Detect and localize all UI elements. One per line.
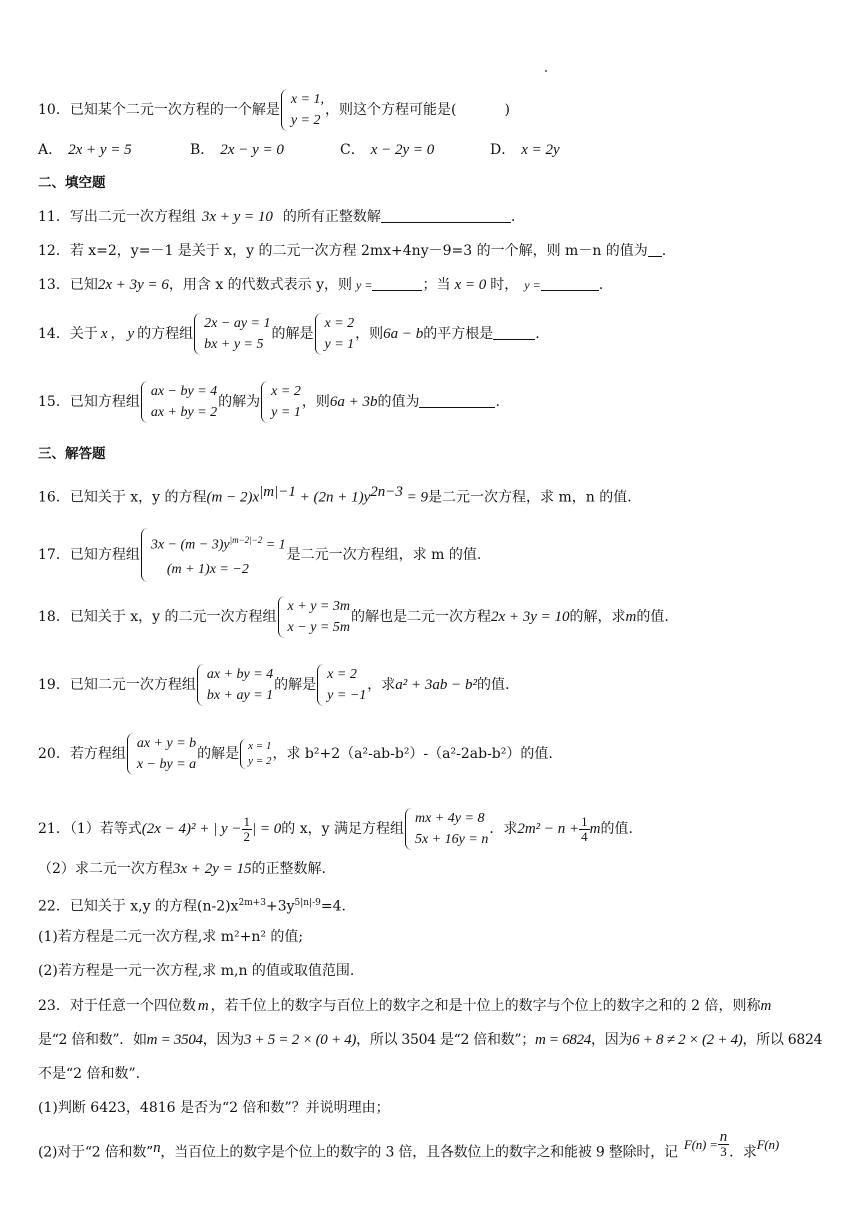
question-23-line-3: 不是“2 倍和数”. xyxy=(38,1066,141,1082)
equation-system xyxy=(141,528,286,582)
question-10 xyxy=(38,89,836,131)
equation: 3 + 5 = 2 × (0 + 4) xyxy=(243,1032,357,1048)
answer-blank[interactable] xyxy=(648,242,662,257)
question-number: 15． xyxy=(38,394,70,410)
system-row: 2x − ay = 1 xyxy=(204,316,271,331)
question-21 xyxy=(38,808,836,850)
exponent: |m−2|−2 xyxy=(229,535,263,545)
exponent: |m|−1 xyxy=(259,484,296,500)
question-text: ) xyxy=(504,102,510,118)
system-row: y = −1 xyxy=(327,688,367,703)
answer-blank[interactable] xyxy=(419,393,495,408)
question-text: 对于任意一个四位数 xyxy=(69,998,196,1014)
question-18 xyxy=(38,596,836,638)
answer-blank[interactable] xyxy=(493,325,535,340)
section-heading: 三、解答题 xyxy=(38,446,106,462)
expression: 6a + 3b xyxy=(329,394,378,410)
option-label: A． xyxy=(38,142,63,158)
question-text: ，求 b²+2（a²-ab-b²）-（a²-2ab-b²）的值. xyxy=(272,746,553,762)
question-text: ，用含 x 的代数式表示 y，则 xyxy=(168,277,353,293)
fraction-numerator: 1 xyxy=(581,813,588,829)
question-text: 已知关于 x，y 的方程 xyxy=(69,489,207,506)
equation: x = 0 xyxy=(454,277,487,293)
expression: 2m² − n + xyxy=(517,821,580,837)
exponent: 2n−3 xyxy=(370,484,403,500)
system-row: mx + 4y = 8 xyxy=(415,811,485,826)
question-text: （1）若等式 xyxy=(69,821,142,837)
answer-blank[interactable] xyxy=(541,276,599,291)
variable: y xyxy=(127,326,135,342)
question-text: ，所以 3504 是“2 倍和数”； xyxy=(356,1032,535,1048)
question-text: 的解，求 xyxy=(569,609,626,625)
equation: + (2n + 1)y xyxy=(295,489,371,506)
question-text: ，当百位上的数字是个位上的数字的 3 倍，且各数位上的数字之和能被 9 整除时，记 xyxy=(160,1144,678,1161)
expression: F(n) = xyxy=(683,1136,718,1152)
section-heading: 二、填空题 xyxy=(38,175,106,191)
system-row: x − by = a xyxy=(136,757,197,772)
option-equation: 2x + y = 5 xyxy=(68,142,132,158)
question-text: 的方程组 xyxy=(137,326,194,342)
system-row: x + y = 3m xyxy=(287,599,350,614)
question-22-part-1: (1)若方程是二元一次方程,求 m²+n² 的值; xyxy=(38,929,304,945)
question-23 xyxy=(38,996,836,1016)
question-text: 的 x，y 满足方程组 xyxy=(281,821,405,837)
equation: 3x − (m − 3)y xyxy=(150,537,230,553)
solution-system xyxy=(240,739,271,769)
punctuation: . xyxy=(495,394,500,410)
expression: m xyxy=(589,821,601,837)
equation-system xyxy=(197,664,273,706)
system-row: y = 2 xyxy=(248,755,272,767)
fraction-denominator: 4 xyxy=(581,828,588,844)
question-number: 18． xyxy=(38,609,70,625)
system-row: ax + by = 2 xyxy=(150,405,218,420)
question-text: ，则这个方程可能是( xyxy=(325,102,457,118)
system-row: y = 1 xyxy=(271,405,301,420)
question-text: 已知关于 x，y 的二元一次方程组 xyxy=(69,609,277,625)
fraction-numerator: 1 xyxy=(243,813,251,829)
question-23-part-1: (1)判断 6423，4816 是否为“2 倍和数”？并说明理由； xyxy=(38,1100,390,1116)
question-number: 21． xyxy=(38,821,70,837)
solution-system xyxy=(261,381,301,423)
question-text: 是二元一次方程，求 m，n 的值. xyxy=(428,489,632,506)
equation: 3x + 2y = 15 xyxy=(172,861,252,877)
system-row: x = 1 xyxy=(248,740,272,752)
option-label: D． xyxy=(490,142,516,158)
question-text: ．求 xyxy=(729,1144,757,1161)
question-text: ，求 xyxy=(367,677,396,693)
fraction-numerator: n xyxy=(719,1129,728,1145)
exponent: 2m+3 xyxy=(238,898,266,908)
question-text: ，因为 xyxy=(202,1032,244,1048)
equation: m = 6824 xyxy=(534,1032,591,1048)
question-23-line-2 xyxy=(38,1030,836,1050)
question-text: 的值. xyxy=(600,821,633,837)
question-text: 写出二元一次方程组 xyxy=(69,209,196,225)
system-row: x − y = 5m xyxy=(287,620,350,635)
question-text: 时， xyxy=(490,277,519,293)
system-row: y = 1 xyxy=(324,337,355,352)
equation: y = xyxy=(524,278,541,292)
system-row: ax − by = 4 xyxy=(150,384,218,399)
question-22 xyxy=(38,893,836,917)
question-text: 已知 xyxy=(69,277,98,293)
equation: 2x + 3y = 6 xyxy=(97,277,169,293)
question-text: ，因为 xyxy=(591,1032,633,1048)
question-text: 若方程组 xyxy=(69,746,126,762)
question-text: 若 x=2，y=－1 是关于 x，y 的二元一次方程 2mx+4ny－9=3 的一个解，则 m－n 的值为 xyxy=(69,243,648,259)
question-text: 的解是 xyxy=(197,746,240,762)
question-16 xyxy=(38,482,836,508)
system-row: x = 2 xyxy=(324,316,355,331)
question-13 xyxy=(38,275,836,295)
punctuation: ， xyxy=(110,326,125,342)
scan-speck xyxy=(545,70,547,72)
question-22-part-2: (2)若方程是一元一次方程,求 m,n 的值或取值范围. xyxy=(38,963,355,979)
system-row xyxy=(151,528,286,558)
fraction xyxy=(579,815,590,844)
expression: F(n) xyxy=(756,1136,779,1152)
question-text: （2）求二元一次方程 xyxy=(38,861,173,877)
option-label: B． xyxy=(190,142,215,158)
question-number: 11． xyxy=(38,209,70,225)
question-text: ，则 xyxy=(355,326,384,342)
fraction xyxy=(718,1130,729,1159)
question-number: 19． xyxy=(38,677,70,693)
fraction-denominator: 3 xyxy=(720,1144,727,1159)
question-text: ，所以 6824 xyxy=(742,1032,823,1048)
question-text: 的解是 xyxy=(271,326,314,342)
option-b[interactable] xyxy=(190,139,284,159)
question-text: ．求 xyxy=(489,821,518,837)
question-number: 17． xyxy=(38,546,70,563)
solution-system xyxy=(315,313,355,355)
variable: m xyxy=(625,609,637,625)
equation: (m − 2)x xyxy=(206,489,260,506)
system-row: 5x + 16y = n xyxy=(415,832,489,847)
system-row: x = 1, xyxy=(290,92,324,107)
question-21-part-2 xyxy=(38,859,836,879)
fraction xyxy=(242,815,253,844)
equation: = 9 xyxy=(402,489,429,506)
system-row: bx + ay = 1 xyxy=(206,688,274,703)
question-number: 23． xyxy=(38,998,70,1014)
question-12 xyxy=(38,241,836,261)
punctuation: . xyxy=(661,243,667,259)
equation-system xyxy=(141,381,217,423)
variable: x xyxy=(100,326,108,342)
solution-system xyxy=(317,664,366,706)
system-row: x = 2 xyxy=(271,384,301,399)
question-text: ，若千位上的数字与百位上的数字之和是十位上的数字与个位上的数字之和的 2 倍，则称 xyxy=(210,998,761,1014)
system-row: x = 2 xyxy=(327,667,357,682)
question-text: 的解是 xyxy=(274,677,317,693)
question-23-part-2 xyxy=(38,1129,836,1167)
equation-system xyxy=(278,596,350,638)
answer-blank[interactable] xyxy=(381,208,511,223)
solution-system xyxy=(281,89,324,131)
system-row: bx + y = 5 xyxy=(204,337,264,352)
question-text: 的解也是二元一次方程 xyxy=(350,609,491,625)
question-text: 是“2 倍和数”．如 xyxy=(38,1032,147,1048)
question-15 xyxy=(38,381,836,423)
equation: 6 + 8 ≠ 2 × (2 + 4) xyxy=(632,1032,743,1048)
question-text: 已知某个二元一次方程的一个解是 xyxy=(69,102,280,118)
question-text: (2)对于“2 倍和数” xyxy=(38,1144,154,1161)
question-text: 的值. xyxy=(636,609,669,625)
question-text: 已知二元一次方程组 xyxy=(69,677,196,693)
equation-system xyxy=(405,808,488,850)
equation: 3x + y = 10 xyxy=(201,209,273,225)
question-number: 16． xyxy=(38,489,70,506)
option-equation: 2x − y = 0 xyxy=(220,142,284,158)
question-11 xyxy=(38,207,836,227)
option-equation: x = 2y xyxy=(521,142,560,158)
question-text: 的解为 xyxy=(218,394,261,410)
question-14 xyxy=(38,313,836,355)
option-a[interactable] xyxy=(38,139,132,159)
punctuation: . xyxy=(510,209,516,225)
question-text: ，则 xyxy=(301,394,330,410)
equation: = 1 xyxy=(262,537,286,553)
answer-blank[interactable] xyxy=(372,276,422,291)
question-text: 的所有正整数解 xyxy=(282,209,381,225)
question-text: 已知关于 x,y 的方程(n-2)x xyxy=(69,898,239,915)
fraction-denominator: 2 xyxy=(243,828,251,844)
question-text: 已知方程组 xyxy=(69,546,140,563)
option-label: C． xyxy=(340,142,365,158)
system-row: y = 2 xyxy=(290,113,321,128)
question-text: ；当 xyxy=(422,277,451,293)
question-text: +3y xyxy=(266,898,295,915)
system-row: (m + 1)x = −2 xyxy=(166,561,249,577)
question-number: 10． xyxy=(38,102,70,118)
equation-system xyxy=(127,733,196,775)
question-17 xyxy=(38,528,836,582)
question-number: 13． xyxy=(38,277,70,293)
question-19 xyxy=(38,664,836,706)
expression: 6a − b xyxy=(383,326,424,342)
question-text: =4. xyxy=(320,898,346,915)
question-number: 12． xyxy=(38,243,70,259)
question-number: 14． xyxy=(38,326,70,342)
question-20 xyxy=(38,733,836,775)
option-c[interactable] xyxy=(340,139,434,159)
question-number: 22． xyxy=(38,898,70,915)
variable: m xyxy=(760,998,772,1014)
question-text: 的值. xyxy=(477,677,510,693)
equation-system xyxy=(194,313,270,355)
option-equation: x − 2y = 0 xyxy=(370,142,435,158)
punctuation: . xyxy=(535,326,540,342)
system-row: ax + y = b xyxy=(136,736,197,751)
question-text: 是二元一次方程组，求 m 的值. xyxy=(286,546,482,563)
option-d[interactable] xyxy=(490,139,560,159)
question-text: 关于 xyxy=(69,326,98,342)
question-number: 20． xyxy=(38,746,70,762)
question-text: 的正整数解. xyxy=(251,861,326,877)
question-text: 的值为 xyxy=(377,394,420,410)
equation: 2x + 3y = 10 xyxy=(490,609,570,625)
expression: a² + 3ab − b² xyxy=(395,677,478,693)
punctuation: . xyxy=(598,277,604,293)
question-text: 已知方程组 xyxy=(69,394,140,410)
variable: m xyxy=(197,998,209,1014)
variable: n xyxy=(153,1139,161,1156)
system-row: ax + by = 4 xyxy=(206,667,274,682)
equation: | = 0 xyxy=(252,821,282,837)
equation: (2x − 4)² + | y − xyxy=(141,821,242,837)
equation: m = 3504 xyxy=(146,1032,203,1048)
equation: y = xyxy=(356,278,373,292)
exponent: 5|n|-9 xyxy=(294,898,321,908)
question-text: 的平方根是 xyxy=(423,326,494,342)
